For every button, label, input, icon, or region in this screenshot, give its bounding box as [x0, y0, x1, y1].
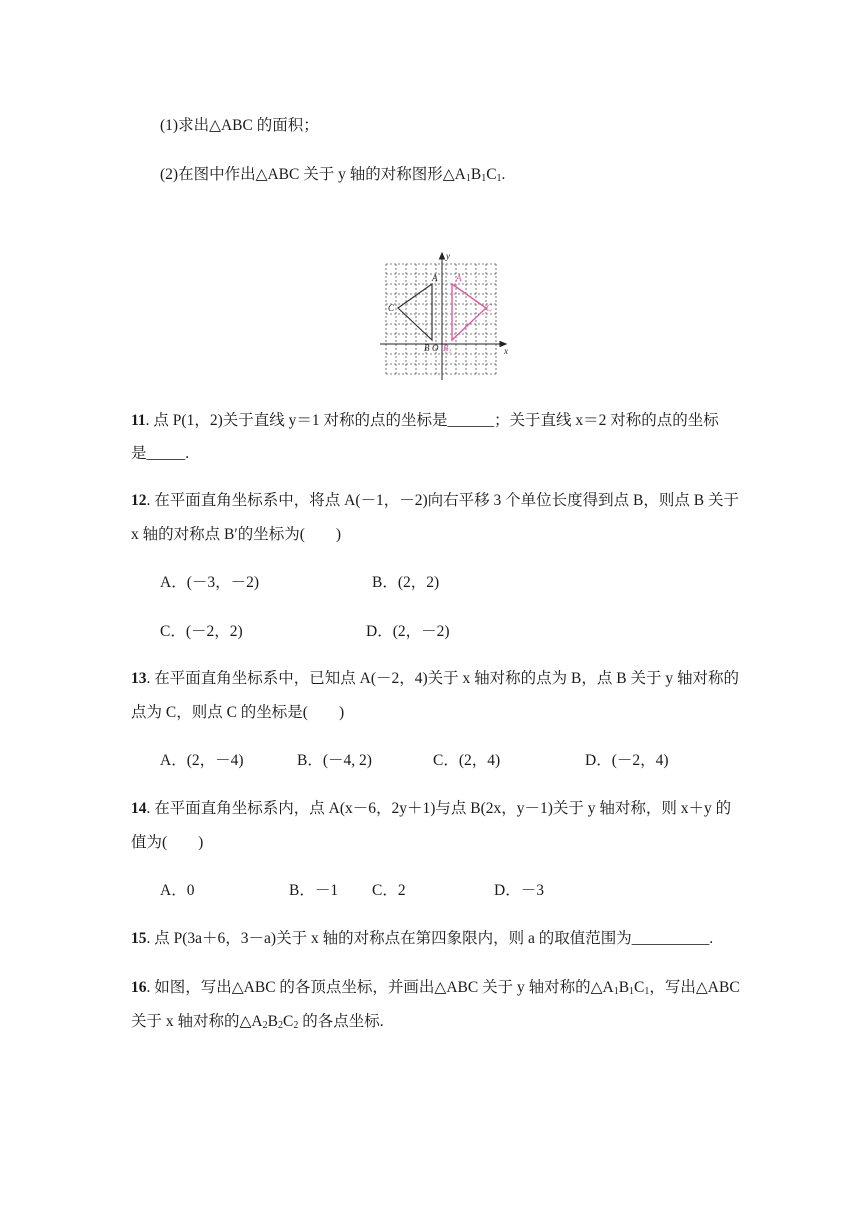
question-text: . 如图，写出△ABC 的各顶点坐标，并画出△ABC 关于 y 轴对称的△A [146, 979, 614, 996]
question-text: . 在平面直角坐标系中，已知点 A(－2，4)关于 x 轴对称的点为 B，点 B 关于 y 轴对称的 [146, 670, 739, 687]
q14-line2: 值为( ) [131, 834, 204, 851]
question-number: 15 [131, 930, 147, 947]
part2-text: C [486, 166, 497, 183]
coordinate-figure [376, 250, 512, 382]
label-c: C [388, 303, 395, 313]
subscript: 1 [644, 986, 650, 997]
q14-line1 [131, 796, 731, 818]
q12-line2: x 轴的对称点 B′的坐标为( ) [131, 526, 342, 543]
q12-option-d: D．(2，－2) [366, 623, 450, 640]
y-axis-label: y [446, 251, 450, 261]
q12-line1 [131, 488, 739, 510]
x-axis-label: x [504, 346, 508, 356]
question-text: 的各点坐标. [298, 1013, 384, 1030]
q16-line1 [131, 975, 740, 997]
question-part-2 [160, 162, 505, 184]
question-number: 14 [131, 800, 147, 817]
part2-text: (2)在图中作出△ABC 关于 y 轴的对称图形△A [160, 166, 466, 183]
q13-option-b: B．(－4, 2) [297, 752, 372, 769]
question-text: C [634, 979, 645, 996]
q11-line1 [131, 408, 719, 430]
q12-option-b: B．(2，2) [372, 574, 440, 591]
subscript: 1 [496, 173, 502, 184]
subscript: 1 [629, 986, 635, 997]
label-origin: O [432, 343, 439, 353]
q12-option-a: A．(－3，－2) [160, 574, 260, 591]
q13-option-d: D．(－2，4) [585, 752, 669, 769]
subscript: 1 [465, 173, 471, 184]
subscript: 2 [293, 1020, 299, 1031]
subscript: 1 [613, 986, 619, 997]
subscript: 2 [262, 1020, 268, 1031]
q14-option-c: C．2 [372, 882, 406, 899]
q13-line1 [131, 666, 739, 688]
label-a: A [432, 273, 438, 283]
label-b1: $B_1$ [443, 343, 452, 355]
question-text: B [618, 979, 630, 996]
q15-line [131, 926, 713, 948]
subscript: 1 [481, 173, 487, 184]
question-text: ，写出△ABC [649, 979, 740, 996]
q14-option-d: D．－3 [494, 882, 544, 899]
subscript: 2 [277, 1020, 283, 1031]
label-b: B [424, 343, 430, 353]
label-c1: C [486, 303, 493, 313]
question-number: 11 [131, 412, 146, 429]
question-text: . 在平面直角坐标系中，将点 A(－1，－2)向右平移 3 个单位长度得到点 B，则点 B 关于 [146, 492, 739, 509]
q11-line2: 是_____. [131, 445, 190, 462]
question-text: . 点 P(3a＋6，3－a)关于 x 轴的对称点在第四象限内，则 a 的取值范围为__________. [146, 930, 714, 947]
part2-text: . [501, 166, 506, 183]
q12-option-c: C．(－2，2) [160, 623, 243, 640]
question-text: . 在平面直角坐标系内，点 A(x－6，2y＋1)与点 B(2x，y－1)关于 y 轴对称，则 x＋y 的 [146, 800, 732, 817]
triangle-abc [398, 284, 432, 340]
question-number: 13 [131, 670, 147, 687]
q13-line2: 点为 C，则点 C 的坐标是( ) [131, 704, 345, 721]
label-a1: A [456, 273, 462, 283]
grid [386, 264, 496, 376]
question-number: 16 [131, 979, 147, 996]
q14-option-a: A．0 [160, 882, 195, 899]
q16-line2 [131, 1009, 384, 1031]
question-text: 关于 x 轴对称的△A [131, 1013, 263, 1030]
question-number: 12 [131, 492, 147, 509]
triangle-a1b1c1 [452, 284, 486, 340]
part2-text: B [470, 166, 482, 183]
question-text: . 点 P(1，2)关于直线 y＝1 对称的点的坐标是______；关于直线 x＝2 对称的点的坐标 [145, 412, 719, 429]
axes [380, 253, 506, 380]
q14-option-b: B．－1 [289, 882, 339, 899]
q13-option-c: C．(2，4) [433, 752, 501, 769]
q13-option-a: A．(2，－4) [160, 752, 244, 769]
question-text: C [282, 1013, 294, 1030]
question-part-1: (1)求出△ABC 的面积； [160, 117, 319, 134]
question-text: B [267, 1013, 278, 1030]
